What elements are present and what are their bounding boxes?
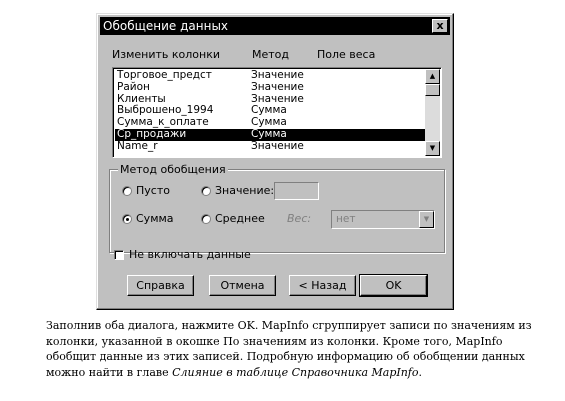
list-item-method: Сумма: [251, 127, 287, 140]
weight-header: Поле веса: [317, 48, 376, 61]
radio-value[interactable]: [201, 186, 211, 196]
list-item[interactable]: [115, 141, 425, 153]
radio-empty[interactable]: [122, 186, 132, 196]
list-item[interactable]: [115, 129, 425, 141]
columns-header: Изменить колонки: [112, 48, 220, 61]
caption-text: Заполнив оба диалога, нажмите OK. MapInfo сгруппирует записи по значениям из колонки, указанной в окошке По значениям из колонки. Кроме того, MapInfo обобщит данные из этих записей. Подробную информацию об обобщении данных можно найти в главе: [46, 319, 532, 379]
list-item-method: Значение: [251, 92, 304, 105]
list-item-column: Сумма_к_оплате: [117, 116, 209, 129]
value-input[interactable]: [274, 182, 319, 200]
list-item-column: Клиенты: [117, 92, 166, 105]
list-item-column: Выброшено_1994: [117, 104, 214, 117]
weight-label: Вес:: [287, 212, 312, 225]
list-item[interactable]: [115, 82, 425, 94]
scroll-up-icon[interactable]: ▲: [425, 69, 440, 84]
scroll-thumb[interactable]: [425, 84, 440, 96]
list-item-column: Торговое_предст: [117, 69, 212, 81]
title-bar: [100, 17, 450, 35]
cancel-button[interactable]: Отмена: [209, 275, 276, 296]
help-button[interactable]: Справка: [127, 275, 194, 296]
list-item-method: Значение: [251, 139, 304, 152]
radio-sum-label: Сумма: [136, 212, 174, 225]
weight-select-value: нет: [336, 213, 356, 225]
radio-average-label: Среднее: [215, 212, 265, 225]
listbox-scrollbar[interactable]: [425, 69, 440, 156]
radio-average[interactable]: [201, 214, 211, 224]
columns-listbox[interactable]: [112, 67, 442, 158]
exclude-data-checkbox[interactable]: [114, 250, 124, 260]
group-title: Метод обобщения: [120, 163, 226, 176]
scroll-down-icon[interactable]: ▼: [425, 141, 440, 156]
summarize-dialog: [96, 13, 454, 310]
dialog-title: Обобщение данных: [103, 19, 229, 33]
list-item-method: Сумма: [251, 116, 287, 129]
close-icon: x: [436, 19, 444, 32]
radio-empty-label: Пусто: [136, 184, 170, 197]
close-button[interactable]: [432, 19, 448, 33]
chevron-down-icon[interactable]: ▼: [419, 211, 434, 228]
radio-value-label: Значение:: [215, 184, 275, 197]
caption-reference: Слияние в таблице Справочника MapInfo: [172, 365, 419, 379]
method-header: Метод: [252, 48, 290, 61]
ok-button[interactable]: OK: [360, 275, 427, 296]
list-item-column: Ср_продажи: [117, 127, 187, 140]
radio-sum[interactable]: [122, 214, 132, 224]
caption-paragraph: [46, 318, 551, 380]
caption-end: .: [418, 365, 422, 379]
list-item-column: Район: [117, 80, 150, 93]
list-item-method: Сумма: [251, 104, 287, 117]
weight-select[interactable]: [331, 210, 435, 229]
list-item-method: Значение: [251, 80, 304, 93]
exclude-data-label: Не включать данные: [129, 248, 251, 261]
list-item-method: Значение: [251, 69, 304, 81]
back-button[interactable]: < Назад: [289, 275, 356, 296]
list-item-column: Name_r: [117, 139, 158, 152]
